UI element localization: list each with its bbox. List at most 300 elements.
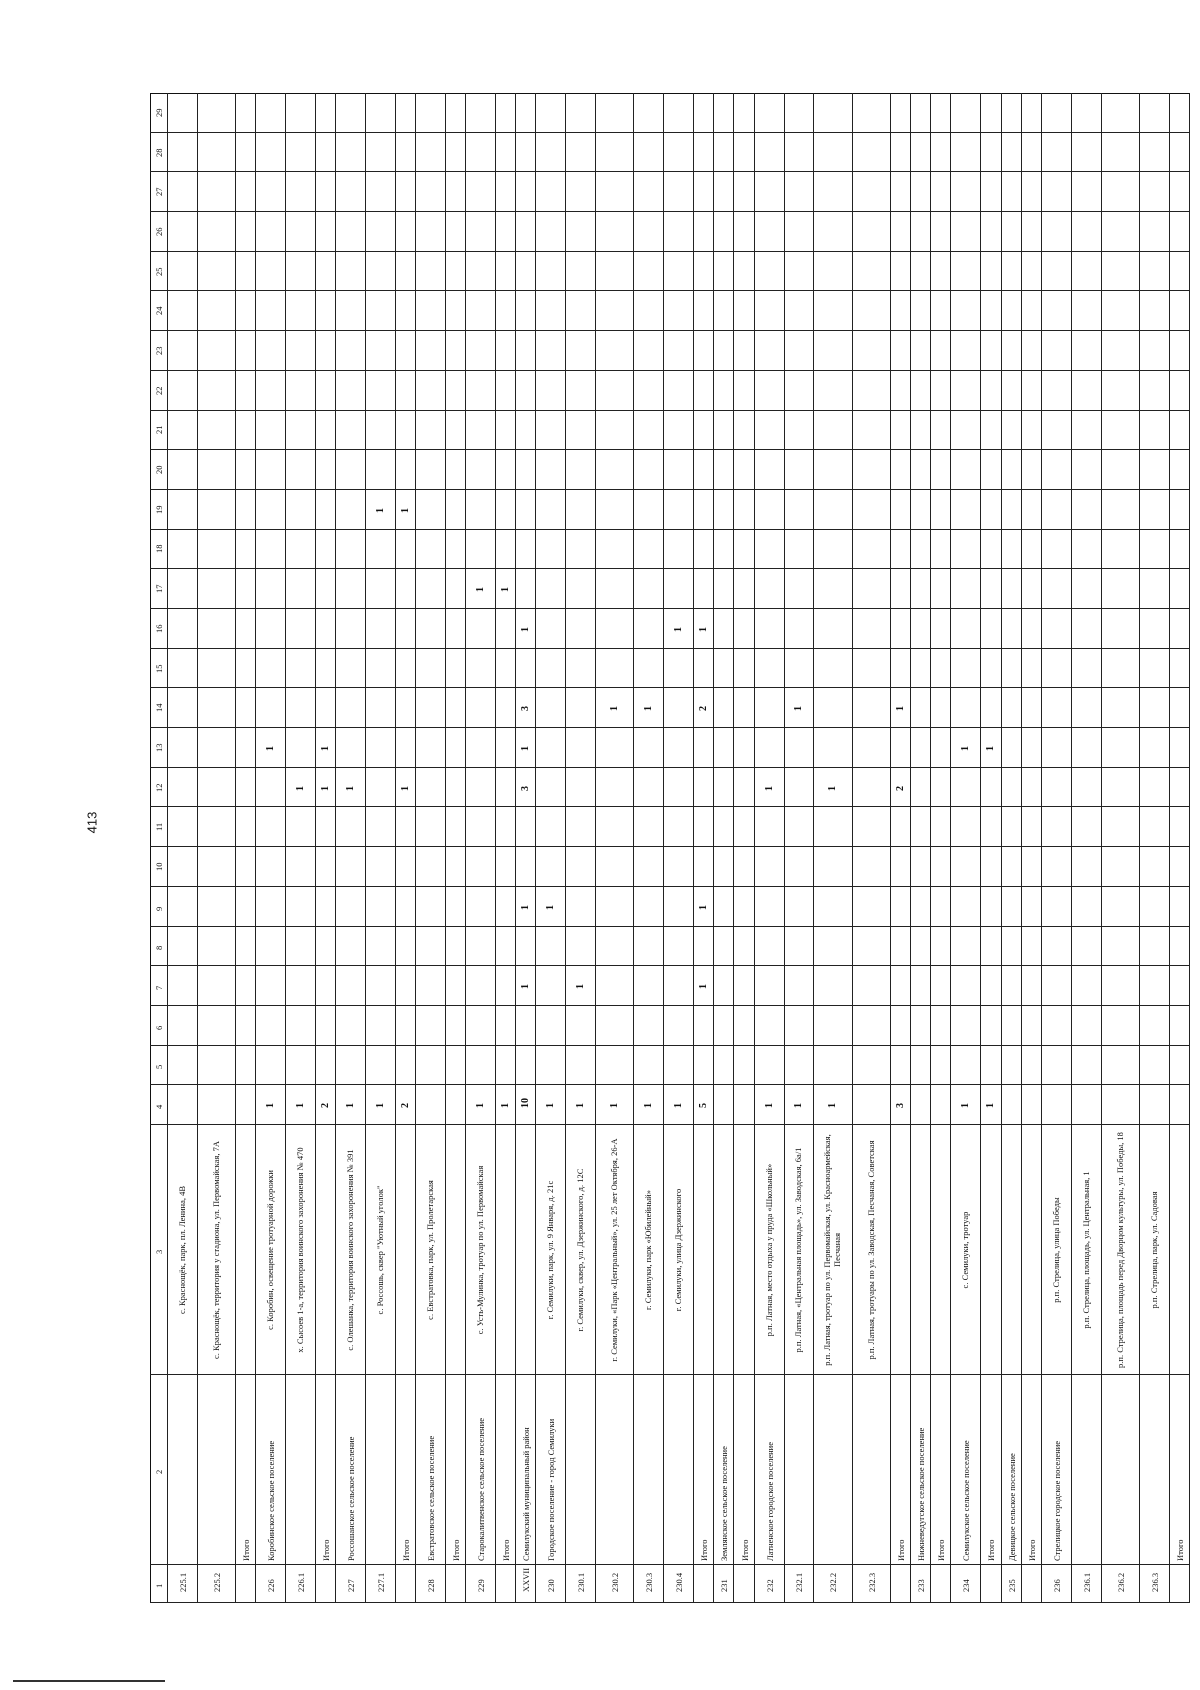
table-cell (168, 172, 198, 212)
table-cell (198, 966, 236, 1006)
table-cell (714, 609, 734, 649)
table-cell (981, 411, 1001, 451)
table-cell (516, 371, 536, 411)
table-cell (931, 728, 951, 768)
table-cell (198, 927, 236, 967)
object-address: р.п. Латная, место отдыха у пруда «Школьный» (763, 1163, 774, 1337)
table-cell (236, 133, 256, 173)
table-cell (785, 847, 815, 887)
cell-value: 1 (643, 706, 655, 712)
table-cell (931, 768, 951, 808)
object-address: с. Краснощёк, парк, пл. Ленина, 4В (176, 1185, 187, 1315)
table-cell (516, 887, 536, 927)
table-cell (366, 411, 396, 451)
table-cell (911, 93, 931, 133)
table-cell (1102, 133, 1140, 173)
table-cell (366, 291, 396, 331)
table-cell (911, 172, 931, 212)
table-cell (466, 807, 496, 847)
cell-value: 1 (672, 626, 684, 632)
table-cell (256, 331, 286, 371)
column-number: 21 (154, 425, 164, 435)
table-cell (366, 1375, 396, 1565)
table-cell (198, 1046, 236, 1086)
table-cell (714, 172, 734, 212)
header-cell (150, 1046, 168, 1086)
table-cell (734, 411, 754, 451)
column-number: 12 (154, 783, 164, 792)
table-cell (168, 1046, 198, 1086)
table-cell (256, 1085, 286, 1125)
header-cell (150, 807, 168, 847)
table-cell (694, 807, 714, 847)
table-cell (891, 569, 911, 609)
cell-value: 1 (698, 904, 710, 910)
settlement-name: Итого (400, 1539, 411, 1561)
table-cell (316, 291, 336, 331)
table-cell (951, 133, 981, 173)
table-cell (168, 93, 198, 133)
table-cell (256, 609, 286, 649)
table-cell (911, 411, 931, 451)
table-cell (366, 1125, 396, 1375)
table-cell (1170, 1006, 1190, 1046)
column-number: 27 (154, 187, 164, 197)
table-cell (785, 927, 815, 967)
table-cell (814, 807, 852, 847)
object-address: р.п. Стрелица, площадь перед Дворцом культуры, ул. Победы, 18 (1114, 1132, 1125, 1368)
table-cell (664, 966, 694, 1006)
table-cell (336, 807, 366, 847)
table-cell (198, 530, 236, 570)
table-cell (734, 212, 754, 252)
table-cell (853, 172, 891, 212)
table-cell (416, 490, 446, 530)
table-cell (891, 1006, 911, 1046)
table-cell (316, 569, 336, 609)
table-cell (566, 291, 596, 331)
column-number: 16 (154, 624, 164, 633)
table-cell (416, 252, 446, 292)
table-cell (256, 1565, 286, 1603)
header-cell (150, 927, 168, 967)
table-cell (1042, 966, 1072, 1006)
table-cell (466, 569, 496, 609)
cell-value: 3 (520, 706, 532, 712)
table-cell (396, 411, 416, 451)
table-cell (931, 530, 951, 570)
table-cell (694, 847, 714, 887)
table-cell (536, 450, 566, 490)
table-cell (1042, 212, 1072, 252)
table-cell (496, 252, 516, 292)
table-cell (496, 1085, 516, 1125)
table-cell (634, 490, 664, 530)
column-number: 15 (154, 664, 164, 673)
table-cell (951, 530, 981, 570)
table-cell (1002, 212, 1022, 252)
table-cell (516, 411, 536, 451)
table-cell (316, 133, 336, 173)
table-cell (466, 1125, 496, 1375)
table-cell (416, 1085, 446, 1125)
table-cell (168, 1085, 198, 1125)
table-cell (755, 887, 785, 927)
settlement-name: Латненское городское поселение (764, 1442, 775, 1561)
table-cell (694, 371, 714, 411)
cell-value: 1 (374, 507, 386, 513)
header-cell (150, 133, 168, 173)
table-cell (1002, 411, 1022, 451)
cell-value: 2 (399, 1103, 411, 1109)
table-cell (951, 569, 981, 609)
table-cell (931, 966, 951, 1006)
table-cell (981, 1046, 1001, 1086)
table-cell (516, 133, 536, 173)
cell-value: 1 (575, 1103, 587, 1109)
table-cell (1102, 1375, 1140, 1565)
table-cell (1102, 490, 1140, 530)
cell-value: 1 (545, 904, 557, 910)
cell-value: 1 (763, 785, 775, 791)
table-cell (951, 1085, 981, 1125)
table-cell (516, 847, 536, 887)
object-address: г. Семилуки, парк «Юбилейный» (643, 1190, 654, 1310)
table-cell (951, 172, 981, 212)
table-cell (466, 887, 496, 927)
table-cell (714, 371, 734, 411)
table-cell (198, 609, 236, 649)
table-cell (694, 1125, 714, 1375)
settlement-name: Девицкое сельское поселение (1006, 1453, 1017, 1561)
table-cell (1102, 291, 1140, 331)
table-cell (911, 1565, 931, 1603)
table-cell (1022, 1085, 1042, 1125)
table-cell (466, 927, 496, 967)
table-cell (316, 450, 336, 490)
table-cell (734, 609, 754, 649)
table-cell (416, 291, 446, 331)
table-cell (496, 371, 516, 411)
table-cell (734, 966, 754, 1006)
table-cell (911, 609, 931, 649)
table-cell (1002, 252, 1022, 292)
table-cell (664, 1565, 694, 1603)
table-cell (931, 649, 951, 689)
table-cell (694, 649, 714, 689)
table-cell (1140, 1125, 1170, 1375)
table-cell (814, 93, 852, 133)
table-cell (396, 688, 416, 728)
row-number: 232 (764, 1579, 775, 1592)
table-cell (466, 728, 496, 768)
table-cell (694, 728, 714, 768)
table-cell (814, 411, 852, 451)
table-cell (446, 768, 466, 808)
table-cell (1140, 133, 1170, 173)
table-cell (951, 1565, 981, 1603)
table-cell (981, 490, 1001, 530)
table-cell (785, 172, 815, 212)
table-cell (853, 133, 891, 173)
table-cell (981, 927, 1001, 967)
table-cell (446, 450, 466, 490)
table-cell (714, 1565, 734, 1603)
table-cell (256, 490, 286, 530)
table-cell (1042, 1565, 1072, 1603)
table-cell (1102, 807, 1140, 847)
table-cell (566, 649, 596, 689)
table-cell (814, 649, 852, 689)
table-cell (1002, 1046, 1022, 1086)
table-cell (714, 649, 734, 689)
settlement-name: Итого (936, 1539, 947, 1561)
table-cell (396, 331, 416, 371)
table-cell (951, 1006, 981, 1046)
table-cell (198, 252, 236, 292)
table-cell (785, 728, 815, 768)
table-cell (446, 688, 466, 728)
table-cell (1170, 252, 1190, 292)
table-cell (466, 490, 496, 530)
object-address: с. Семилуки, тротуар (960, 1211, 971, 1289)
cell-value: 1 (960, 1103, 972, 1109)
table-cell (981, 371, 1001, 411)
table-cell (336, 1125, 366, 1375)
table-cell (785, 1565, 815, 1603)
table-cell (198, 450, 236, 490)
table-cell (516, 1085, 536, 1125)
settlement-name: Итого (739, 1539, 750, 1561)
table-cell (536, 490, 566, 530)
table-cell (536, 1006, 566, 1046)
table-cell (911, 291, 931, 331)
table-cell (236, 847, 256, 887)
header-cell (150, 768, 168, 808)
table-cell (536, 133, 566, 173)
table-cell (516, 1006, 536, 1046)
table-cell (516, 212, 536, 252)
table-cell (446, 1085, 466, 1125)
table-cell (336, 688, 366, 728)
table-cell (396, 172, 416, 212)
table-cell (1140, 1565, 1170, 1603)
table-cell (168, 490, 198, 530)
table-cell (336, 649, 366, 689)
table-cell (755, 133, 785, 173)
table-cell (198, 212, 236, 252)
table-cell (1002, 291, 1022, 331)
table-cell (496, 212, 516, 252)
table-cell (694, 887, 714, 927)
settlement-name: Итого (241, 1539, 252, 1561)
row-number: 232.1 (794, 1572, 805, 1592)
table-cell (366, 768, 396, 808)
table-cell (714, 411, 734, 451)
table-cell (466, 530, 496, 570)
table-cell (951, 649, 981, 689)
table-cell (366, 450, 396, 490)
table-cell (981, 1125, 1001, 1375)
table-cell (536, 172, 566, 212)
table-cell (416, 688, 446, 728)
table-cell (1002, 927, 1022, 967)
table-cell (755, 1565, 785, 1603)
table-cell (466, 688, 496, 728)
column-number: 9 (154, 906, 164, 911)
table-cell (236, 609, 256, 649)
table-cell (981, 847, 1001, 887)
cell-value: 1 (643, 1103, 655, 1109)
table-cell (286, 1006, 316, 1046)
table-cell (496, 172, 516, 212)
table-cell (536, 927, 566, 967)
table-cell (256, 291, 286, 331)
header-cell (150, 93, 168, 133)
table-cell (694, 490, 714, 530)
table-cell (1002, 728, 1022, 768)
table-cell (694, 1006, 714, 1046)
table-cell (536, 1085, 566, 1125)
table-cell (1102, 887, 1140, 927)
table-cell (416, 1125, 446, 1375)
row-number: 236.3 (1149, 1572, 1160, 1592)
table-cell (1022, 688, 1042, 728)
table-cell (734, 530, 754, 570)
table-cell (316, 768, 336, 808)
table-cell (536, 609, 566, 649)
table-cell (1002, 569, 1022, 609)
table-cell (366, 609, 396, 649)
cell-value: 1 (294, 785, 306, 791)
table-cell (516, 252, 536, 292)
table-cell (446, 1046, 466, 1086)
table-cell (714, 569, 734, 609)
table-cell (446, 490, 466, 530)
table-cell (396, 371, 416, 411)
table-cell (911, 887, 931, 927)
object-address: р.п. Латная, тротуар по ул. Первомайская, ул. Красноармейская, Песчаная (822, 1134, 843, 1366)
table-cell (446, 93, 466, 133)
table-cell (198, 887, 236, 927)
table-cell (286, 411, 316, 451)
table-cell (236, 1046, 256, 1086)
table-cell (911, 966, 931, 1006)
table-cell (1072, 252, 1102, 292)
table-cell (198, 172, 236, 212)
table-cell (694, 172, 714, 212)
table-cell (596, 609, 634, 649)
table-cell (1102, 768, 1140, 808)
table-cell (814, 768, 852, 808)
table-cell (911, 212, 931, 252)
table-cell (891, 768, 911, 808)
table-cell (286, 371, 316, 411)
table-cell (316, 411, 336, 451)
table-cell (1170, 807, 1190, 847)
table-cell (566, 93, 596, 133)
table-cell (516, 1565, 536, 1603)
table-cell (316, 1125, 336, 1375)
table-cell (416, 887, 446, 927)
table-cell (466, 966, 496, 1006)
table-cell (396, 212, 416, 252)
table-cell (1002, 371, 1022, 411)
table-cell (168, 1375, 198, 1565)
table-cell (1102, 411, 1140, 451)
table-cell (853, 1125, 891, 1375)
table-cell (853, 1046, 891, 1086)
table-cell (198, 133, 236, 173)
table-cell (981, 1565, 1001, 1603)
column-number: 14 (154, 703, 164, 713)
table-cell (236, 649, 256, 689)
table-cell (755, 1375, 785, 1565)
table-cell (566, 688, 596, 728)
table-cell (1022, 450, 1042, 490)
table-cell (198, 1375, 236, 1565)
table-cell (446, 1125, 466, 1375)
table-cell (911, 1375, 931, 1565)
table-cell (1002, 649, 1022, 689)
cell-value: 1 (520, 626, 532, 632)
table-cell (596, 1375, 634, 1565)
table-cell (168, 728, 198, 768)
table-cell (734, 887, 754, 927)
table-cell (286, 1046, 316, 1086)
table-cell (396, 966, 416, 1006)
table-cell (891, 133, 911, 173)
table-cell (1140, 1375, 1170, 1565)
table-cell (755, 93, 785, 133)
table-cell (1002, 331, 1022, 371)
table-cell (596, 450, 634, 490)
table-cell (416, 569, 446, 609)
table-cell (446, 847, 466, 887)
row-number: 230.1 (576, 1572, 587, 1592)
table-cell (1170, 530, 1190, 570)
table-cell (714, 212, 734, 252)
table-cell (814, 569, 852, 609)
table-cell (566, 1375, 596, 1565)
cell-value: 5 (698, 1103, 710, 1109)
header-cell (150, 450, 168, 490)
table-cell (1170, 331, 1190, 371)
table-cell (516, 768, 536, 808)
table-cell (634, 927, 664, 967)
table-cell (596, 807, 634, 847)
table-cell (198, 331, 236, 371)
table-cell (198, 847, 236, 887)
table-cell (256, 252, 286, 292)
table-cell (446, 927, 466, 967)
table-cell (714, 1006, 734, 1046)
table-cell (168, 1565, 198, 1603)
table-cell (198, 1565, 236, 1603)
table-cell (198, 1006, 236, 1046)
table-cell (1140, 1085, 1170, 1125)
table-cell (1102, 649, 1140, 689)
table-cell (911, 807, 931, 847)
header-cell (150, 411, 168, 451)
row-number: 234 (961, 1579, 972, 1592)
table-cell (1140, 530, 1170, 570)
table-cell (396, 1046, 416, 1086)
table-cell (931, 1006, 951, 1046)
table-cell (1002, 1565, 1022, 1603)
table-cell (1102, 252, 1140, 292)
table-cell (755, 807, 785, 847)
